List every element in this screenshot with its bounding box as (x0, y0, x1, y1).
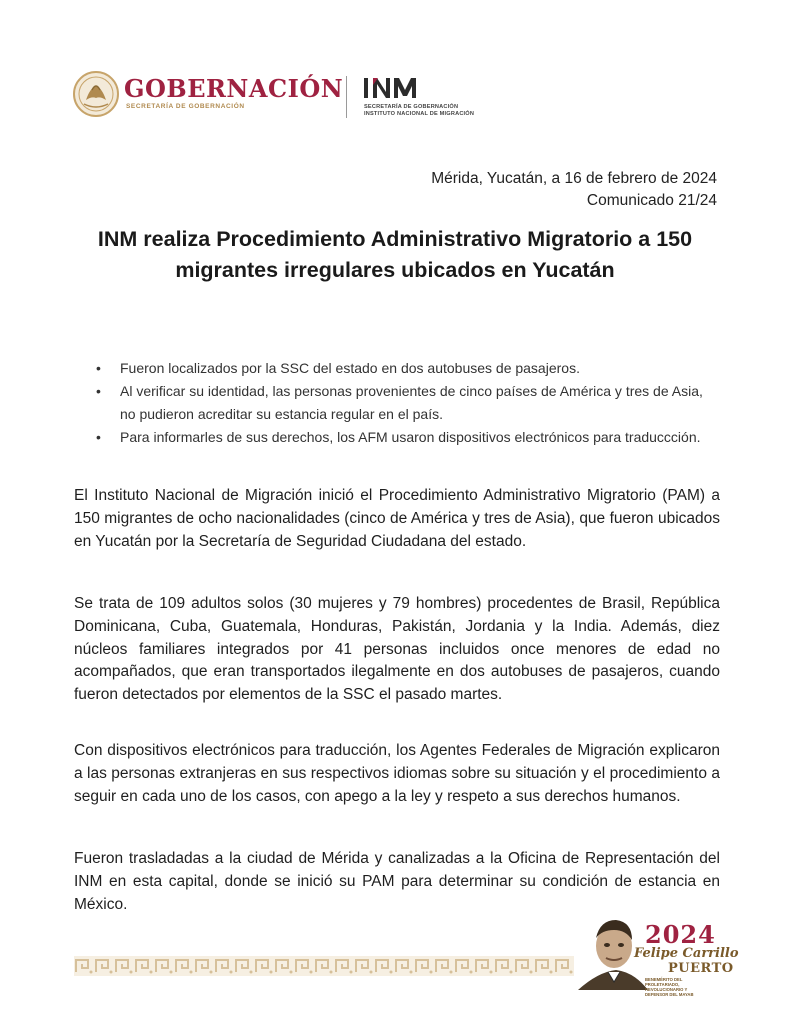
place-date: Mérida, Yucatán, a 16 de febrero de 2024 (431, 170, 717, 187)
footer-tagline: BENEMÉRITO DEL PROLETARIADO, REVOLUCIONARIO Y DEFENSOR DEL MAYAB (645, 977, 694, 997)
footer-year: 2024 (645, 920, 716, 949)
inm-subtitle-line-2: INSTITUTO NACIONAL DE MIGRACIÓN (364, 111, 475, 117)
gobernacion-title: GOBERNACIÓN (124, 74, 344, 103)
body-paragraph-2: Se trata de 109 adultos solos (30 mujeres y 79 hombres) procedentes de Brasil, República Dominicana, Cuba, Guatemala, Honduras, Pakistán, Jordania y la India. Además, diez núcleos familiares integrados por 41 personas incluidos once menores de edad no acompañados, que eran transportados ilegalmente en dos autobuses de pasajeros, cuando fueron detectados por elementos de la SSC el pasado martes. (74, 595, 720, 704)
body-paragraph-4: Fueron trasladadas a la ciudad de Mérida y canalizadas a la Oficina de Representación del INM en esta capital, donde se inició su PAM para determinar su condición de estancia en México. (74, 850, 720, 913)
inm-subtitle-line-1: SECRETARÍA DE GOBERNACIÓN (364, 104, 459, 110)
letterhead (72, 70, 502, 126)
decorative-footer-band (74, 956, 574, 976)
footer-name-line-2: PUERTO (668, 961, 734, 976)
release-number: Comunicado 21/24 (586, 192, 717, 209)
body-paragraph-1: El Instituto Nacional de Migración inició el Procedimiento Administrativo Migratorio (PAM) a 150 migrantes de ocho nacionalidades (cinco de América y tres de Asia), que fueron ubicados en Yucatán por la Secretaría de Seguridad Ciudadana del estado. (74, 487, 720, 550)
dateline (431, 168, 717, 212)
summary-bullets (92, 357, 720, 449)
footer-name-line-1: Felipe Carrillo (634, 946, 739, 961)
press-release-title: INM realiza Procedimiento Administrativo Migratorio a 150 migrantes irregulares ubicados en Yucatán (97, 227, 693, 282)
bullet-item: • Al verificar su identidad, las personas provenientes de cinco países de América y tres de Asia, no pudieron acreditar su estancia regular en el país. (92, 380, 720, 426)
header-divider (346, 76, 347, 118)
bullet-item: • Fueron localizados por la SSC del estado en dos autobuses de pasajeros. (92, 357, 720, 380)
bullet-item: • Para informarles de sus derechos, los AFM usaron dispositivos electrónicos para traduccción. (92, 426, 720, 449)
gobernacion-subtitle: SECRETARÍA DE GOBERNACIÓN (126, 103, 245, 110)
inm-subtitle (364, 104, 474, 118)
inm-logo (364, 76, 428, 100)
mexican-eagle-seal-icon (72, 70, 120, 118)
body-paragraph-3: Con dispositivos electrónicos para traducción, los Agentes Federales de Migración explicaron a las personas extranjeras en sus respectivos idiomas sobre su situación y el procedimiento a seguir en cada uno de los casos, con apego a la ley y respeto a sus derechos humanos. (74, 742, 720, 805)
